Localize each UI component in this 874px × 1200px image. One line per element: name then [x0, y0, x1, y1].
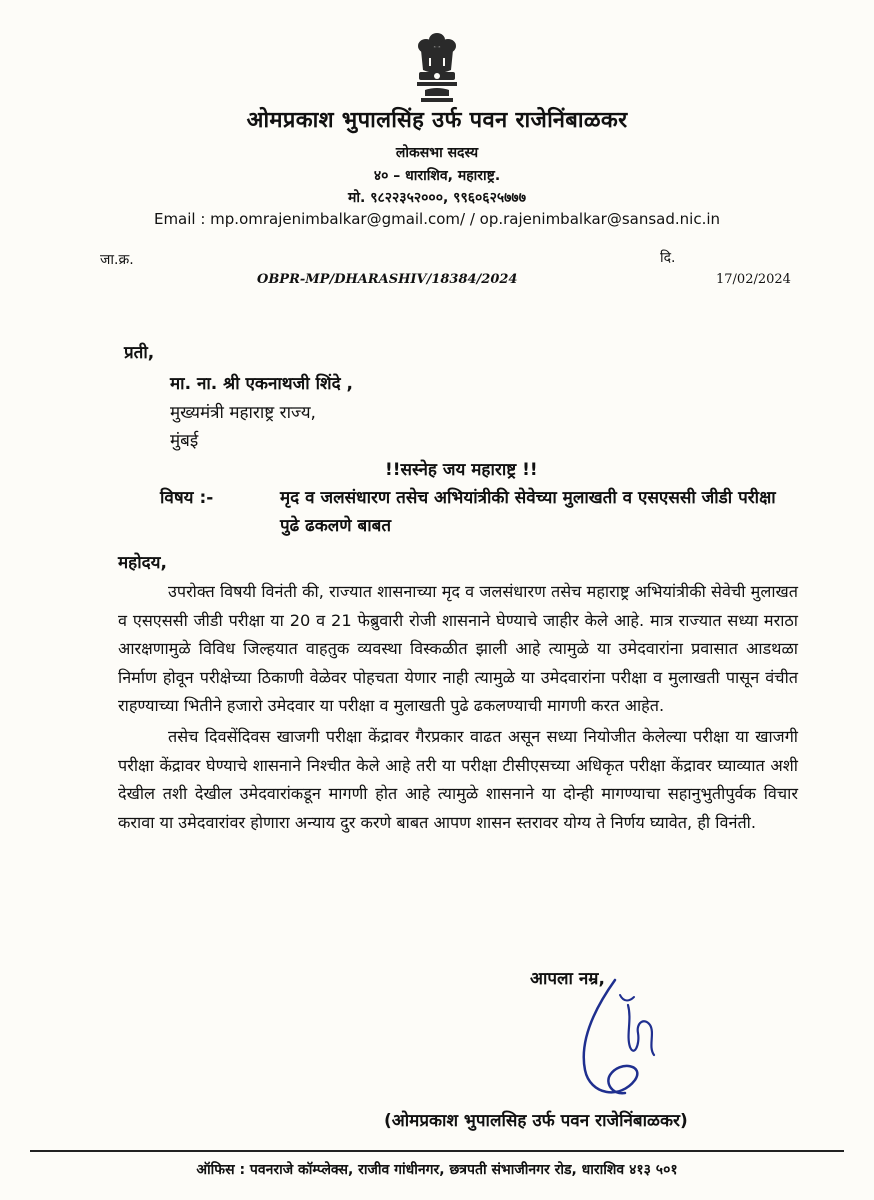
recipient-city: मुंबई	[170, 431, 199, 451]
letter-date: 17/02/2024	[716, 272, 791, 287]
greeting: !!सस्नेह जय महाराष्ट्र !!	[385, 460, 538, 480]
signatory-name: (ओमप्रकाश भुपालसिह उर्फ पवन राजेनिंबाळकर)	[384, 1111, 688, 1131]
body-paragraph-1: उपरोक्त विषयी विनंती की, राज्यात शासनाच्या मृद व जलसंधारण तसेच महाराष्ट्र अभियांत्रीकी सेवेची मुलाखत व एसएससी जीडी परीक्षा या 20 व 21 फेब्रुवारी रोजी शासनाने घेण्याचे जाहीर केले आहे. मात्र राज्यात सध्या मराठा आरक्षणामुळे विविध जिल्हयात वाहतुक व्यवस्था विस्कळीत झाली आहे त्यामुळे या उमेदवारांना प्रवासात आडथळा निर्माण होवून परीक्षेच्या ठिकाणी वेळेवर पोहचता येणार नाही त्यामुळे या उमेदवारांना परीक्षा व मुलाखती पासून वंचीत राहण्याच्या भितीने हजारो उमेदवार या परीक्षा व मुलाखती पुढे ढकलण्याची मागणी करत आहेत.	[118, 582, 798, 716]
recipient-prati: प्रती,	[124, 343, 155, 363]
reference-number: OBPR-MP/DHARASHIV/18384/2024	[257, 272, 518, 287]
recipient-name: मा. ना. श्री एकनाथजी शिंदे ,	[170, 374, 353, 394]
letterhead-constituency: ४० – धाराशिव, महाराष्ट्र.	[373, 168, 501, 184]
letterhead-name: ओमप्रकाश भुपालसिंह उर्फ पवन राजेनिंबाळकर	[246, 108, 628, 133]
closing-yours: आपला नम्र,	[530, 969, 605, 989]
footer-address: ऑफिस : पवनराजे कॉम्प्लेक्स, राजीव गांधीनगर, छत्रपती संभाजीनगर रोड, धाराशिव ४१३ ५०१	[196, 1162, 678, 1178]
subject-text: मृद व जलसंधारण तसेच अभियांत्रीकी सेवेच्या मुलाखती व एसएससी जीडी परीक्षा पुढे ढकलणे बाबत	[280, 488, 776, 536]
salutation: महोदय,	[118, 553, 167, 573]
body-paragraph-2: तसेच दिवसेंदिवस खाजगी परीक्षा केंद्रावर गैरप्रकार वाढत असून सध्या नियोजीत केलेल्या परीक्षा या खाजगी परीक्षा केंद्रावर घेण्याचे शासनाने निश्चीत केले आहे तरी या परीक्षा टीसीएसच्या अधिकृत परीक्षा केंद्रावर घ्याव्यात अशी देखील तशी देखील उमेदवारांकडून मागणी होत आहे त्यामुळे शासनाने या दोन्ही मागण्याचा सहानुभुतीपुर्वक विचार करावा या उमेदवारांवर होणारा अन्याय दुर करणे बाबत आपण शासन स्तरावर योग्य ते निर्णय घ्यावेत, ही विनंती.	[118, 726, 798, 832]
reference-label: जा.क्र.	[100, 252, 134, 268]
date-label: दि.	[660, 250, 676, 266]
letterhead-designation: लोकसभा सदस्य	[395, 145, 479, 161]
national-emblem-icon	[407, 30, 467, 110]
letter-body	[118, 578, 798, 837]
recipient-post: मुख्यमंत्री महाराष्ट्र राज्य,	[170, 403, 316, 423]
letterhead-email: Email : mp.omrajenimbalkar@gmail.com/ / op.rajenimbalkar@sansad.nic.in	[153, 210, 721, 228]
footer-divider	[30, 1150, 844, 1152]
subject-label: विषय :-	[160, 488, 214, 508]
letterhead-phone: मो. ९८२२३५२०००, ९९६०६२५७७७	[348, 190, 526, 206]
signature-icon	[560, 975, 670, 1110]
